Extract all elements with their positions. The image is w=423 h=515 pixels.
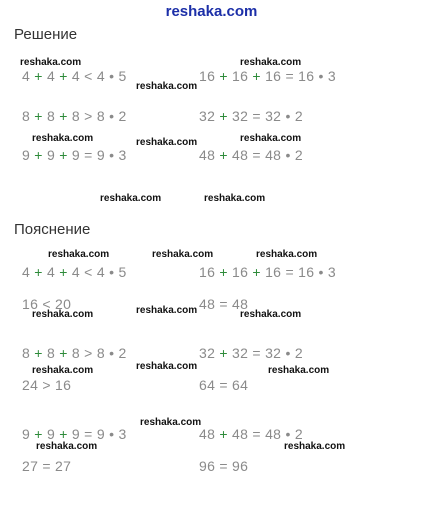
plus-operator: + [34,264,43,280]
explanation-result-2: 48 = 48 [199,296,249,312]
plus-operator: + [252,264,261,280]
watermark: reshaka.com [240,133,302,144]
watermark: reshaka.com [140,417,202,428]
explanation-expression-4: 32 + 32 = 32 • 2 [199,345,303,361]
plus-operator: + [219,108,228,124]
plus-operator: + [34,108,43,124]
explanation-result-1: 16 < 20 [22,296,72,312]
plus-operator: + [59,426,68,442]
explanation-expression-1: 4 + 4 + 4 < 4 • 5 [22,264,127,280]
watermark: reshaka.com [204,193,266,204]
watermark: reshaka.com [136,137,198,148]
plus-operator: + [34,426,43,442]
solution-expression-5: 9 + 9 + 9 = 9 • 3 [22,147,127,163]
watermark: reshaka.com [48,249,110,260]
site-title: reshaka.com [165,3,258,20]
watermark: reshaka.com [100,193,162,204]
watermark: reshaka.com [152,249,214,260]
explanation-result-6: 96 = 96 [199,458,249,474]
plus-operator: + [219,68,228,84]
plus-operator: + [59,345,68,361]
solution-expression-1: 4 + 4 + 4 < 4 • 5 [22,68,127,84]
plus-operator: + [219,426,228,442]
explanation-result-3: 24 > 16 [22,377,72,393]
plus-operator: + [252,68,261,84]
explanation-heading: Пояснение [14,221,91,238]
watermark: reshaka.com [36,441,98,452]
plus-operator: + [219,345,228,361]
watermark: reshaka.com [32,365,94,376]
watermark: reshaka.com [256,249,318,260]
watermark: reshaka.com [240,57,302,68]
watermark: reshaka.com [240,309,302,320]
watermark: reshaka.com [284,441,346,452]
explanation-expression-6: 48 + 48 = 48 • 2 [199,426,303,442]
explanation-result-4: 64 = 64 [199,377,249,393]
plus-operator: + [34,147,43,163]
plus-operator: + [59,264,68,280]
watermark: reshaka.com [20,57,82,68]
plus-operator: + [219,264,228,280]
watermark: reshaka.com [32,309,94,320]
solution-expression-2: 16 + 16 + 16 = 16 • 3 [199,68,336,84]
solution-expression-4: 32 + 32 = 32 • 2 [199,108,303,124]
plus-operator: + [34,68,43,84]
plus-operator: + [59,147,68,163]
solution-expression-3: 8 + 8 + 8 > 8 • 2 [22,108,127,124]
watermark: reshaka.com [136,361,198,372]
solution-expression-6: 48 + 48 = 48 • 2 [199,147,303,163]
watermark: reshaka.com [136,305,198,316]
plus-operator: + [219,147,228,163]
watermark: reshaka.com [136,81,198,92]
watermark: reshaka.com [32,133,94,144]
plus-operator: + [59,68,68,84]
plus-operator: + [59,108,68,124]
watermark: reshaka.com [268,365,330,376]
explanation-result-5: 27 = 27 [22,458,72,474]
solution-heading: Решение [14,26,78,43]
plus-operator: + [34,345,43,361]
explanation-expression-3: 8 + 8 + 8 > 8 • 2 [22,345,127,361]
explanation-expression-5: 9 + 9 + 9 = 9 • 3 [22,426,127,442]
explanation-expression-2: 16 + 16 + 16 = 16 • 3 [199,264,336,280]
